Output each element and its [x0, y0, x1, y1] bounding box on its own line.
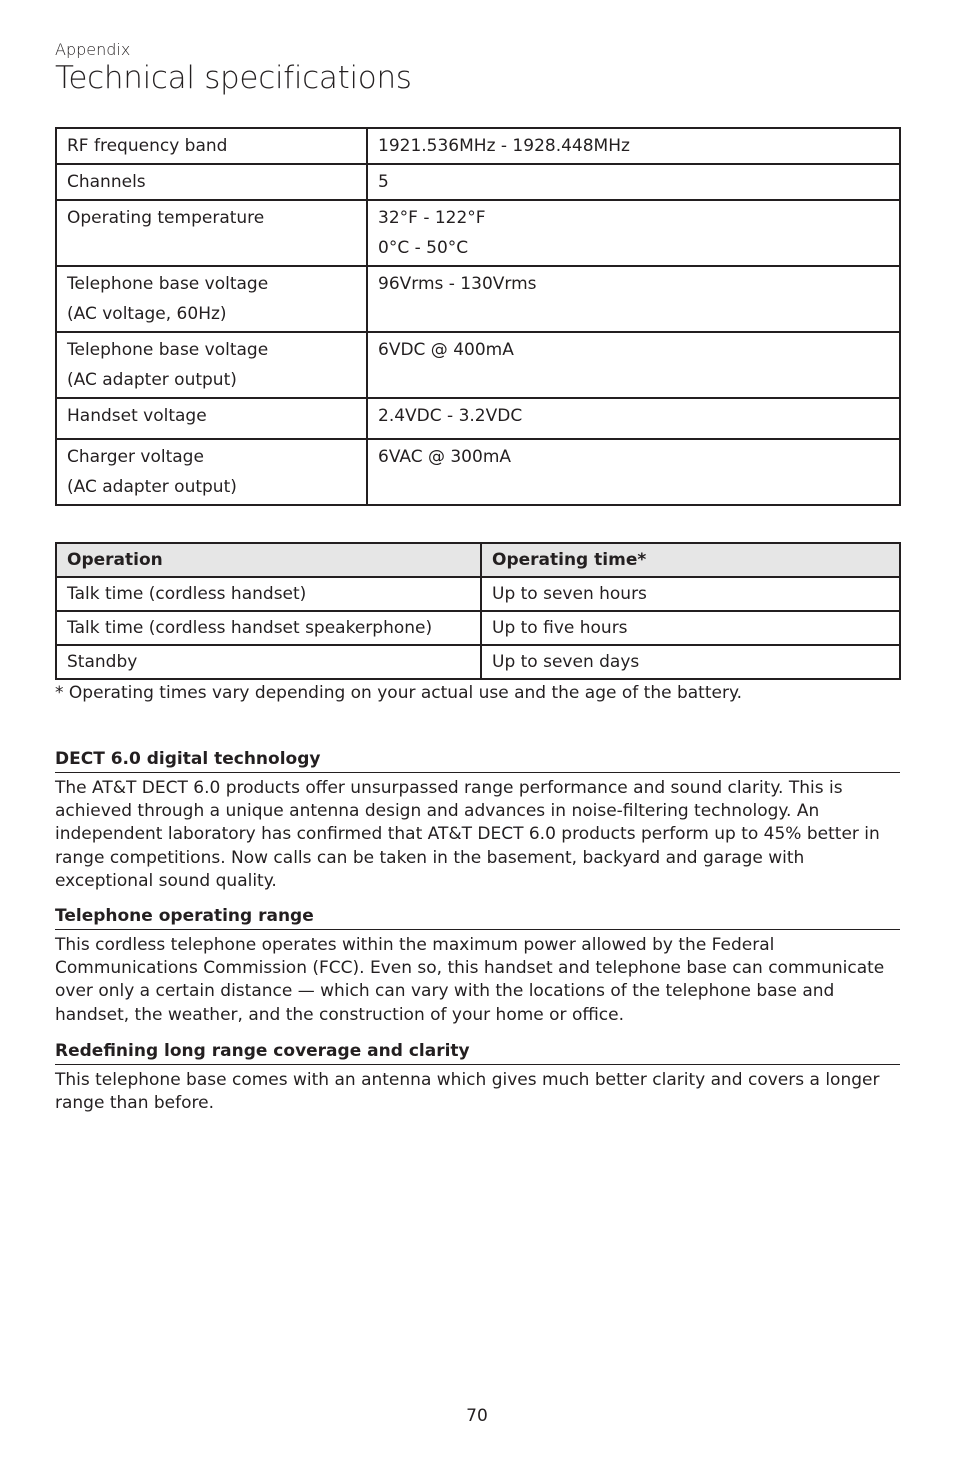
operating-time-footnote: * Operating times vary depending on your actual use and the age of the battery. [55, 683, 742, 703]
operation-cell: Talk time (cordless handset speakerphone) [56, 611, 481, 645]
spec-value-line: 6VDC @ 400mA [378, 340, 514, 360]
spec-value [367, 332, 900, 398]
spec-value [367, 266, 900, 332]
table-row [56, 164, 900, 200]
operating-time-table [55, 542, 901, 680]
spec-value [367, 439, 900, 505]
spec-value [367, 200, 900, 266]
spec-label-line: Operating temperature [67, 208, 265, 228]
page-title: Technical specifications [55, 60, 412, 96]
operation-cell: Talk time (cordless handset) [56, 577, 481, 611]
operating-time-cell: Up to seven days [481, 645, 900, 679]
spec-label-line: Handset voltage [67, 406, 207, 426]
spec-label-line: (AC adapter output) [67, 370, 237, 390]
operation-cell: Standby [56, 645, 481, 679]
table-row [56, 398, 900, 439]
spec-value-line: 6VAC @ 300mA [378, 447, 512, 467]
spec-value-line: 0°C - 50°C [378, 238, 469, 258]
section-operating-range [55, 906, 900, 1027]
section-body: This cordless telephone operates within the maximum power allowed by the Federal Communications Commission (FCC). Even so, this handset and telephone base can communicate over only a certain distance — which can vary with the locations of the telephone base and handset, the weather, and the construction of your home or office. [55, 935, 885, 1025]
spec-value [367, 128, 900, 164]
spec-label-line: Telephone base voltage [67, 274, 269, 294]
spec-label [56, 332, 367, 398]
spec-label [56, 164, 367, 200]
table-row [56, 332, 900, 398]
section-body: The AT&T DECT 6.0 products offer unsurpassed range performance and sound clarity. This is achieved through a unique antenna design and advances in noise-filtering technology. An independent laboratory has confirmed that AT&T DECT 6.0 products perform up to 45% better in range competitions. Now calls can be taken in the basement, backyard and garage with exceptional sound quality. [55, 778, 880, 891]
table-row [56, 577, 900, 611]
spec-value-line: 5 [378, 172, 389, 192]
table-row [56, 611, 900, 645]
table-row [56, 266, 900, 332]
section-dect-technology [55, 749, 900, 893]
table-row [56, 128, 900, 164]
spec-label-line: (AC adapter output) [67, 477, 237, 497]
operating-time-cell: Up to five hours [481, 611, 900, 645]
page-number: 70 [466, 1406, 488, 1426]
section-heading: Redefining long range coverage and clarity [55, 1041, 900, 1065]
spec-label-line: Channels [67, 172, 146, 192]
table-row [56, 645, 900, 679]
spec-label-line: RF frequency band [67, 136, 228, 156]
table-row [56, 439, 900, 505]
spec-label [56, 200, 367, 266]
spec-value-line: 96Vrms - 130Vrms [378, 274, 537, 294]
specifications-table [55, 127, 901, 506]
operating-time-cell: Up to seven hours [481, 577, 900, 611]
section-heading: Telephone operating range [55, 906, 900, 930]
spec-label-line: Telephone base voltage [67, 340, 269, 360]
spec-label [56, 266, 367, 332]
table-header-row [56, 543, 900, 577]
spec-value [367, 164, 900, 200]
spec-label-line: Charger voltage [67, 447, 204, 467]
spec-label [56, 128, 367, 164]
section-heading: DECT 6.0 digital technology [55, 749, 900, 773]
column-header-operation: Operation [56, 543, 481, 577]
section-long-range-coverage [55, 1041, 900, 1115]
spec-label [56, 439, 367, 505]
spec-value [367, 398, 900, 439]
spec-value-line: 32°F - 122°F [378, 208, 486, 228]
spec-label [56, 398, 367, 439]
table-row [56, 200, 900, 266]
section-body: This telephone base comes with an antenna which gives much better clarity and covers a longer range than before. [55, 1070, 880, 1114]
spec-value-line: 1921.536MHz - 1928.448MHz [378, 136, 630, 156]
spec-label-line: (AC voltage, 60Hz) [67, 304, 227, 324]
spec-value-line: 2.4VDC - 3.2VDC [378, 406, 523, 426]
section-label: Appendix [55, 40, 131, 59]
column-header-operating-time: Operating time* [481, 543, 900, 577]
